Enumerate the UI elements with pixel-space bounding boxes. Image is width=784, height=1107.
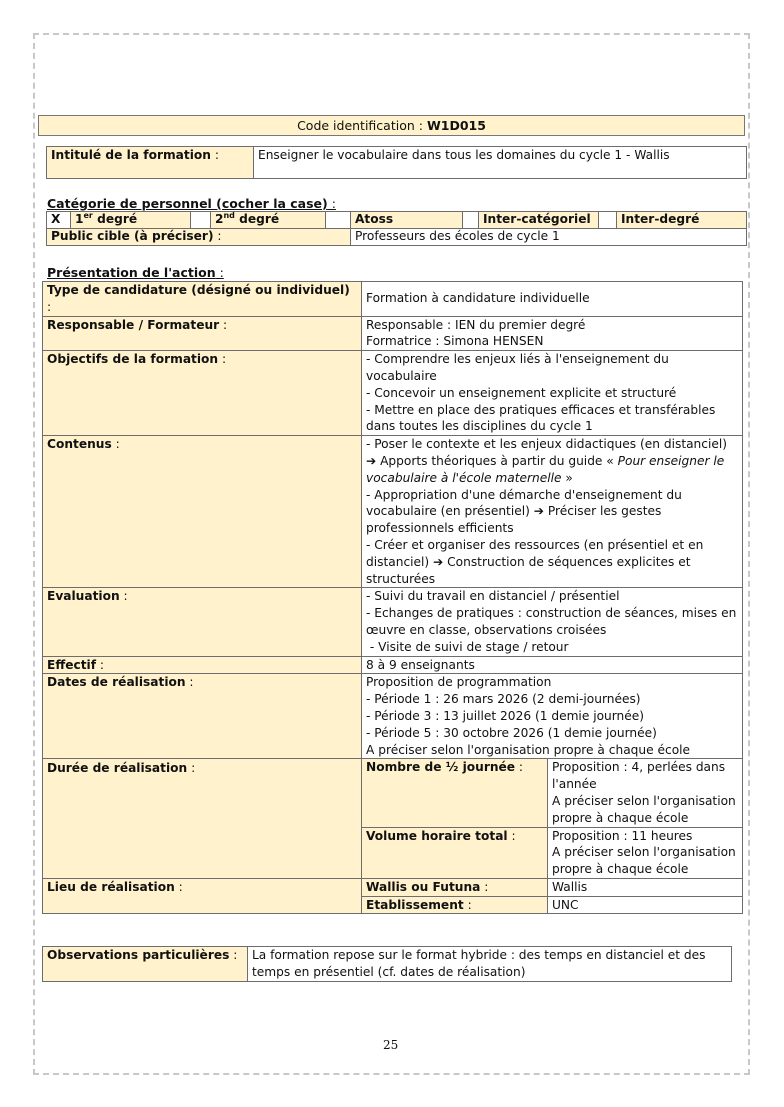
objectif-item: - Mettre en place des pratiques efficaces et transférables dans toutes les disciplines du cycle 1 [366,402,716,434]
evaluation-label: Evaluation [47,589,120,604]
row-duree-demi-journee [43,759,743,827]
row-objectifs [43,351,743,436]
option-sup: er [83,210,93,220]
duree-label-cell [43,759,362,879]
option-sup: nd [223,210,235,220]
colon: : [414,118,423,133]
colon: : [119,589,128,604]
guide-title: Pour enseigner le vocabulaire à l'école maternelle [366,453,725,485]
duree-label: Durée de réalisation [47,761,188,776]
contenus-label-cell [43,436,362,588]
dates-value-cell [362,674,743,759]
effectif-value: 8 à 9 enseignants [366,657,475,672]
wallis-label: Wallis ou Futuna [366,879,481,894]
colon: : [213,229,222,243]
option-label: Inter-catégoriel [483,212,591,226]
colon: : [174,879,183,894]
responsable-label-cell [43,316,362,351]
public-cible-value: Professeurs des écoles de cycle 1 [355,229,560,243]
demi-journee-line: Proposition : 4, perlées dans l'année [552,760,726,792]
page-number: 25 [383,1038,399,1052]
demi-journee-value-cell [548,759,743,827]
code-value: W1D015 [426,118,486,133]
type-candidature-label-cell [43,282,362,317]
option-1er-degre [71,212,191,229]
contenu-text: » [561,470,573,485]
volume-value-cell [548,827,743,878]
dates-label-cell [43,674,362,759]
presentation-title-text: Présentation de l'action [47,265,216,280]
row-dates [43,674,743,759]
evaluation-label-cell [43,588,362,656]
type-candidature-label: Type de candidature (désigné ou individuel) [47,283,350,297]
colon: : [96,657,104,672]
demi-journee-label: Nombre de ½ journée [366,760,516,775]
lieu-label-cell [43,878,362,914]
colon: : [215,265,224,280]
row-type-candidature [43,282,743,317]
presentation-table [42,281,743,914]
option-inter-degre [617,212,747,229]
intitule-label: Intitulé de la formation [51,148,211,162]
volume-label: Volume horaire total [366,828,508,843]
option-label: Atoss [355,212,394,226]
wallis-label-cell [362,878,548,896]
contenu-item [366,487,738,537]
checkbox-1er-degre[interactable] [47,212,71,229]
colon: : [463,897,472,912]
code-identification-bar [38,115,745,136]
colon: : [185,675,194,690]
dates-line: - Période 3 : 13 juillet 2026 (1 demie journée) [366,708,645,723]
volume-label-cell [362,827,548,878]
option-atoss [351,212,463,229]
arrow-right-icon: ➔ [533,504,544,519]
observations-value-cell [248,947,732,982]
observations-label: Observations particulières [47,948,230,962]
checkbox-2nd-degre[interactable] [191,212,211,229]
contenu-text: - Appropriation d'une démarche d'enseignement du vocabulaire (en présentiel) [366,487,682,519]
option-label: 1 [75,212,84,226]
wallis-value: Wallis [552,879,588,894]
checkbox-atoss[interactable] [326,212,351,229]
colon: : [47,299,52,314]
observations-label-cell [43,947,248,982]
evaluation-value-cell [362,588,743,656]
effectif-value-cell [362,656,743,674]
intitule-value-cell [254,147,747,179]
colon: : [210,148,219,162]
arrow-right-icon: ➔ [433,554,444,569]
lieu-label: Lieu de réalisation [47,879,175,894]
etablissement-label: Etablissement [366,897,464,912]
objectifs-label-cell [43,351,362,436]
wallis-value-cell [548,878,743,896]
etablissement-label-cell [362,896,548,914]
contenu-text: - Poser le contexte et les enjeux didactiques (en distanciel) [366,437,728,452]
colon: : [480,879,489,894]
observations-value: La formation repose sur le format hybride : des temps en distanciel et des temps en présentiel (cf. dates de réalisation) [252,948,706,979]
public-cible-value-cell [351,229,747,246]
effectif-label-cell [43,656,362,674]
contenu-item [366,537,738,587]
objectif-item: - Comprendre les enjeux liés à l'enseignement du vocabulaire [366,352,669,383]
option-label: degré [234,212,280,226]
colon: : [515,760,524,775]
demi-journee-line: A préciser selon l'organisation propre à chaque école [552,793,736,825]
intitule-value: Enseigner le vocabulaire dans tous les domaines du cycle 1 - Wallis [258,148,670,162]
categorie-table [46,211,747,246]
type-candidature-value: Formation à candidature individuelle [366,291,590,306]
contenu-text: Apports théoriques à partir du guide « [376,453,618,468]
row-lieu-wallis [43,878,743,896]
dates-line: - Période 1 : 26 mars 2026 (2 demi-journées) [366,692,641,707]
row-effectif [43,656,743,674]
intitule-table [46,146,747,179]
code-label: Code identification [297,118,415,133]
colon: : [507,828,516,843]
evaluation-item: - Suivi du travail en distanciel / présentiel [366,589,620,604]
checkbox-inter-categoriel[interactable] [463,212,479,229]
etablissement-value: UNC [552,897,579,912]
contenu-text: Construction de séquences explicites et structurées [366,554,691,586]
colon: : [218,352,227,367]
responsable-line: Responsable : IEN du premier degré [366,317,586,332]
type-candidature-value-cell [362,282,743,317]
etablissement-value-cell [548,896,743,914]
objectifs-label: Objectifs de la formation [47,352,219,367]
demi-journee-label-cell [362,759,548,827]
option-2nd-degre [211,212,326,229]
contenus-value-cell [362,436,743,588]
dates-line: A préciser selon l'organisation propre à chaque école [366,742,691,757]
objectifs-value-cell [362,351,743,436]
categorie-title-text: Catégorie de personnel (cocher la case) [47,196,328,211]
responsable-label: Responsable / Formateur [47,317,220,332]
evaluation-item: - Echanges de pratiques : construction de séances, mises en œuvre en classe, observations croisées [366,606,737,637]
public-cible-label: Public cible (à préciser) [51,229,214,243]
option-label: degré [92,212,138,226]
contenu-text: Préciser les gestes professionnels efficients [366,504,662,536]
option-inter-categoriel [479,212,599,229]
colon: : [187,761,196,776]
row-contenus [43,436,743,588]
arrow-right-icon: ➔ [366,453,377,468]
contenus-label: Contenus [47,437,112,452]
presentation-title [47,265,224,282]
volume-line: Proposition : 11 heures [552,828,693,843]
objectif-item: - Concevoir un enseignement explicite et structuré [366,385,677,400]
option-label: 2 [215,212,224,226]
row-responsable [43,316,743,351]
contenu-text: - Créer et organiser des ressources (en présentiel et en distanciel) [366,537,704,569]
contenu-item [366,436,738,486]
responsable-value-cell [362,316,743,351]
volume-line: A préciser selon l'organisation propre à chaque école [552,845,736,877]
dates-line: - Période 5 : 30 octobre 2026 (1 demie journée) [366,725,657,740]
effectif-label: Effectif [47,657,96,672]
dates-line: Proposition de programmation [366,675,552,690]
colon: : [229,948,238,962]
public-cible-label-cell [47,229,351,246]
colon: : [219,317,228,332]
observations-table [42,946,732,982]
dates-label: Dates de réalisation [47,675,186,690]
option-label: Inter-degré [621,212,700,226]
colon: : [111,437,120,452]
formatrice-line: Formatrice : Simona HENSEN [366,334,544,349]
check-mark: X [51,212,61,226]
colon: : [327,196,336,211]
evaluation-item: - Visite de suivi de stage / retour [366,639,569,654]
checkbox-inter-degre[interactable] [599,212,617,229]
row-evaluation [43,588,743,656]
intitule-label-cell [47,147,254,179]
